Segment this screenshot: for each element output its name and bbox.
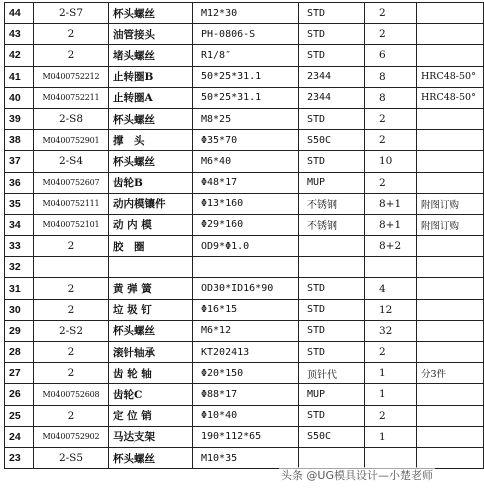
cell-qty: M0400752607 bbox=[34, 172, 109, 193]
cell-count: 8+1 bbox=[365, 214, 417, 235]
cell-spec: M6*12 bbox=[193, 320, 299, 341]
cell-name: 杯头螺丝 bbox=[109, 447, 193, 468]
cell-no: 37 bbox=[5, 151, 34, 172]
table-row bbox=[5, 236, 484, 257]
cell-qty: 2 bbox=[34, 405, 109, 426]
cell-count: 1 bbox=[365, 384, 417, 405]
cell-name: 垃 圾 钉 bbox=[109, 299, 193, 320]
cell-qty: 2 bbox=[34, 299, 109, 320]
cell-count: 6 bbox=[365, 45, 417, 66]
cell-no: 24 bbox=[5, 426, 34, 447]
cell-no: 31 bbox=[5, 278, 34, 299]
cell-spec: R1/8″ bbox=[193, 45, 299, 66]
cell-name: 动 内 模 bbox=[109, 214, 193, 235]
cell-name: 油管接头 bbox=[109, 24, 193, 45]
cell-spec: 190*112*65 bbox=[193, 426, 299, 447]
table-row bbox=[5, 108, 484, 129]
cell-count: 12 bbox=[365, 299, 417, 320]
cell-no: 38 bbox=[5, 130, 34, 151]
cell-qty: 2 bbox=[34, 278, 109, 299]
cell-no: 36 bbox=[5, 172, 34, 193]
cell-count: 2 bbox=[365, 24, 417, 45]
cell-name: 杯头螺丝 bbox=[109, 3, 193, 24]
cell-qty: M0400752901 bbox=[34, 130, 109, 151]
table-row bbox=[5, 3, 484, 24]
cell-spec: KT202413 bbox=[193, 342, 299, 363]
cell-spec: Φ10*40 bbox=[193, 405, 299, 426]
cell-count: 8+2 bbox=[365, 236, 417, 257]
table-row bbox=[5, 384, 484, 405]
cell-name: 胶 圈 bbox=[109, 236, 193, 257]
cell-spec: OD30*ID16*90 bbox=[193, 278, 299, 299]
table-row bbox=[5, 45, 484, 66]
cell-mat: STD bbox=[299, 278, 365, 299]
cell-name: 撑 头 bbox=[109, 130, 193, 151]
cell-note bbox=[417, 257, 484, 278]
cell-name: 杯头螺丝 bbox=[109, 320, 193, 341]
table-row bbox=[5, 257, 484, 278]
cell-qty: 2 bbox=[34, 24, 109, 45]
cell-name: 杯头螺丝 bbox=[109, 108, 193, 129]
cell-count: 2 bbox=[365, 405, 417, 426]
table-row bbox=[5, 363, 484, 384]
cell-mat: 不锈钢 bbox=[299, 214, 365, 235]
parts-table-body bbox=[5, 3, 484, 469]
cell-name bbox=[109, 257, 193, 278]
cell-count: 2 bbox=[365, 342, 417, 363]
table-row bbox=[5, 151, 484, 172]
cell-qty: M0400752111 bbox=[34, 193, 109, 214]
cell-count: 32 bbox=[365, 320, 417, 341]
cell-mat: STD bbox=[299, 320, 365, 341]
cell-count: 8 bbox=[365, 66, 417, 87]
cell-note: 附图订购 bbox=[417, 193, 484, 214]
cell-mat bbox=[299, 447, 365, 468]
cell-qty: 2-S2 bbox=[34, 320, 109, 341]
cell-note bbox=[417, 130, 484, 151]
cell-note bbox=[417, 342, 484, 363]
table-row bbox=[5, 405, 484, 426]
cell-note bbox=[417, 236, 484, 257]
cell-mat: 顶针代 bbox=[299, 363, 365, 384]
cell-count: 2 bbox=[365, 172, 417, 193]
cell-count: 4 bbox=[365, 278, 417, 299]
cell-spec: Φ35*70 bbox=[193, 130, 299, 151]
cell-no: 41 bbox=[5, 66, 34, 87]
cell-note bbox=[417, 172, 484, 193]
cell-spec: Φ20*150 bbox=[193, 363, 299, 384]
cell-spec: 50*25*31.1 bbox=[193, 87, 299, 108]
table-row bbox=[5, 447, 484, 468]
cell-no: 43 bbox=[5, 24, 34, 45]
cell-name: 齿轮B bbox=[109, 172, 193, 193]
cell-mat: STD bbox=[299, 3, 365, 24]
cell-note: HRC48-50° bbox=[417, 66, 484, 87]
cell-mat: STD bbox=[299, 342, 365, 363]
cell-mat: 2344 bbox=[299, 66, 365, 87]
cell-note: 分3件 bbox=[417, 363, 484, 384]
cell-name: 动内模镶件 bbox=[109, 193, 193, 214]
cell-spec: Φ29*160 bbox=[193, 214, 299, 235]
cell-count: 2 bbox=[365, 3, 417, 24]
cell-no: 23 bbox=[5, 447, 34, 468]
cell-name: 杯头螺丝 bbox=[109, 151, 193, 172]
table-row bbox=[5, 342, 484, 363]
cell-mat: STD bbox=[299, 24, 365, 45]
table-row bbox=[5, 24, 484, 45]
cell-mat bbox=[299, 236, 365, 257]
cell-count: 2 bbox=[365, 108, 417, 129]
cell-spec: Φ48*17 bbox=[193, 172, 299, 193]
cell-qty: M0400752101 bbox=[34, 214, 109, 235]
cell-note bbox=[417, 151, 484, 172]
cell-spec: M12*30 bbox=[193, 3, 299, 24]
table-row bbox=[5, 320, 484, 341]
table-row bbox=[5, 299, 484, 320]
cell-note: HRC48-50° bbox=[417, 87, 484, 108]
cell-qty: 2-S4 bbox=[34, 151, 109, 172]
cell-spec: Φ16*15 bbox=[193, 299, 299, 320]
cell-count: 10 bbox=[365, 151, 417, 172]
cell-mat: MUP bbox=[299, 384, 365, 405]
cell-no: 39 bbox=[5, 108, 34, 129]
cell-no: 34 bbox=[5, 214, 34, 235]
cell-no: 27 bbox=[5, 363, 34, 384]
cell-name: 黄 弹 簧 bbox=[109, 278, 193, 299]
cell-note bbox=[417, 384, 484, 405]
table-row bbox=[5, 66, 484, 87]
cell-mat: S50C bbox=[299, 130, 365, 151]
cell-name: 堵头螺丝 bbox=[109, 45, 193, 66]
cell-spec bbox=[193, 257, 299, 278]
table-row bbox=[5, 426, 484, 447]
table-row bbox=[5, 278, 484, 299]
cell-qty: 2 bbox=[34, 342, 109, 363]
cell-qty: 2-S7 bbox=[34, 3, 109, 24]
cell-note bbox=[417, 278, 484, 299]
cell-mat: MUP bbox=[299, 172, 365, 193]
cell-count: 2 bbox=[365, 130, 417, 151]
cell-no: 25 bbox=[5, 405, 34, 426]
cell-note bbox=[417, 426, 484, 447]
cell-name: 定 位 销 bbox=[109, 405, 193, 426]
cell-no: 42 bbox=[5, 45, 34, 66]
cell-qty: 2-S8 bbox=[34, 108, 109, 129]
cell-spec: 50*25*31.1 bbox=[193, 66, 299, 87]
cell-no: 26 bbox=[5, 384, 34, 405]
cell-mat: STD bbox=[299, 299, 365, 320]
cell-mat: S50C bbox=[299, 426, 365, 447]
cell-note bbox=[417, 320, 484, 341]
cell-no: 33 bbox=[5, 236, 34, 257]
cell-mat: 不锈钢 bbox=[299, 193, 365, 214]
cell-no: 29 bbox=[5, 320, 34, 341]
cell-note bbox=[417, 3, 484, 24]
cell-note bbox=[417, 299, 484, 320]
cell-qty: 2 bbox=[34, 363, 109, 384]
cell-spec: PH-0806-S bbox=[193, 24, 299, 45]
cell-spec: M8*25 bbox=[193, 108, 299, 129]
cell-spec: M6*40 bbox=[193, 151, 299, 172]
cell-qty: M0400752211 bbox=[34, 87, 109, 108]
cell-mat: STD bbox=[299, 405, 365, 426]
cell-no: 30 bbox=[5, 299, 34, 320]
cell-spec: OD9*Φ1.0 bbox=[193, 236, 299, 257]
cell-name: 马达支架 bbox=[109, 426, 193, 447]
cell-mat bbox=[299, 257, 365, 278]
cell-spec: Φ13*160 bbox=[193, 193, 299, 214]
cell-name: 齿轮C bbox=[109, 384, 193, 405]
cell-spec: M10*35 bbox=[193, 447, 299, 468]
cell-qty: M0400752212 bbox=[34, 66, 109, 87]
cell-mat: STD bbox=[299, 45, 365, 66]
cell-name: 齿 轮 轴 bbox=[109, 363, 193, 384]
cell-count: 8 bbox=[365, 87, 417, 108]
cell-no: 40 bbox=[5, 87, 34, 108]
cell-note bbox=[417, 24, 484, 45]
cell-qty: M0400752608 bbox=[34, 384, 109, 405]
cell-qty bbox=[34, 257, 109, 278]
table-row bbox=[5, 214, 484, 235]
table-row bbox=[5, 193, 484, 214]
cell-count: 8+1 bbox=[365, 193, 417, 214]
cell-mat: STD bbox=[299, 108, 365, 129]
cell-no: 44 bbox=[5, 3, 34, 24]
cell-note bbox=[417, 447, 484, 468]
watermark: 头条 @UG模具设计—小楚老师 bbox=[280, 469, 433, 482]
cell-note bbox=[417, 108, 484, 129]
cell-no: 35 bbox=[5, 193, 34, 214]
cell-qty: M0400752902 bbox=[34, 426, 109, 447]
cell-mat: STD bbox=[299, 151, 365, 172]
cell-count: 1 bbox=[365, 363, 417, 384]
cell-mat: 2344 bbox=[299, 87, 365, 108]
cell-note bbox=[417, 45, 484, 66]
cell-name: 止转圈B bbox=[109, 66, 193, 87]
cell-qty: 2 bbox=[34, 236, 109, 257]
cell-name: 止转圈A bbox=[109, 87, 193, 108]
cell-note bbox=[417, 405, 484, 426]
cell-no: 28 bbox=[5, 342, 34, 363]
parts-table bbox=[4, 2, 484, 469]
cell-qty: 2-S5 bbox=[34, 447, 109, 468]
table-row bbox=[5, 172, 484, 193]
cell-qty: 2 bbox=[34, 45, 109, 66]
cell-no: 32 bbox=[5, 257, 34, 278]
table-row bbox=[5, 130, 484, 151]
cell-count: 1 bbox=[365, 426, 417, 447]
table-row bbox=[5, 87, 484, 108]
cell-note: 附图订购 bbox=[417, 214, 484, 235]
cell-count bbox=[365, 257, 417, 278]
cell-count bbox=[365, 447, 417, 468]
cell-spec: Φ88*17 bbox=[193, 384, 299, 405]
cell-name: 滚针轴承 bbox=[109, 342, 193, 363]
